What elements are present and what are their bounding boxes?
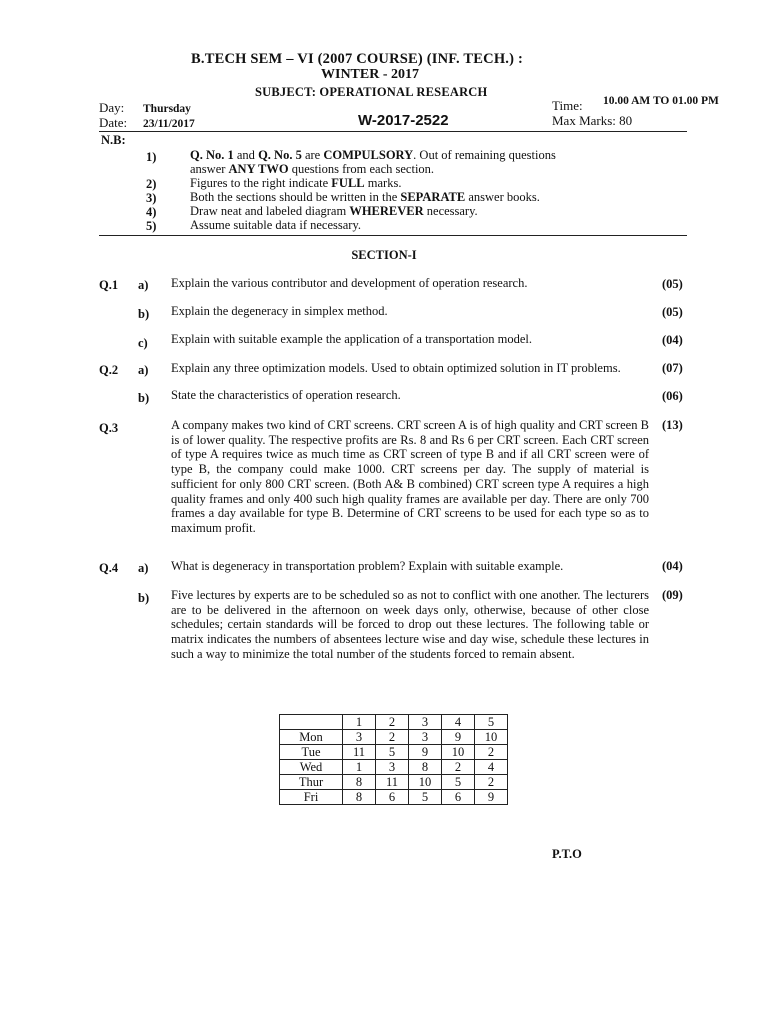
table-header-cell: 2 bbox=[376, 715, 409, 730]
table-cell: 9 bbox=[409, 745, 442, 760]
table-cell: 2 bbox=[442, 760, 475, 775]
exam-subject: SUBJECT: OPERATIONAL RESEARCH bbox=[255, 85, 488, 99]
section-title: SECTION-I bbox=[351, 248, 417, 262]
question-number: Q.2 bbox=[99, 363, 119, 377]
question-text: A company makes two kind of CRT screens. CRT screen A is of high quality and CRT screen B is of lower quality. The respective profits are Rs. 8 and Rs 6 per CRT screen. Each CRT screen of type A requires twice as much time as CRT screen of type B and if all CRT screen were of type B, the company could make 1000. CRT screens per day. The supply of material is sufficient for only 800 CRT screen. (Both A& B combined) CRT screen type A requires a high quality frames and only 400 such high quality frames are available per day. There are only 700 frames a day available for type B. Determine of CRT screens to be used for each type so as to maximum profit. bbox=[171, 418, 649, 535]
table-cell: 8 bbox=[409, 760, 442, 775]
table-header-cell: 5 bbox=[475, 715, 508, 730]
day-value: Thursday bbox=[143, 103, 191, 115]
table-cell: 5 bbox=[376, 745, 409, 760]
nb-instruction-4: Draw neat and labeled diagram WHEREVER necessary. bbox=[190, 204, 478, 218]
question-number: Q.4 bbox=[99, 561, 119, 575]
question-marks: (13) bbox=[662, 418, 683, 432]
question-text: State the characteristics of operation research. bbox=[171, 388, 401, 402]
table-row-label: Thur bbox=[280, 775, 343, 790]
table-cell: 10 bbox=[475, 730, 508, 745]
question-marks: (05) bbox=[662, 305, 683, 319]
table-cell: 5 bbox=[442, 775, 475, 790]
table-cell: 5 bbox=[409, 790, 442, 805]
time-label: Time: bbox=[552, 98, 583, 113]
nb-label: N.B: bbox=[101, 133, 126, 147]
nb-instruction-5: Assume suitable data if necessary. bbox=[190, 218, 362, 232]
paper-code: W-2017-2522 bbox=[358, 112, 449, 129]
table-cell: 10 bbox=[442, 745, 475, 760]
question-marks: (07) bbox=[662, 361, 683, 375]
table-row-label: Fri bbox=[280, 790, 343, 805]
question-marks: (09) bbox=[662, 588, 683, 602]
question-part-label: a) bbox=[138, 363, 149, 377]
question-number: Q.3 bbox=[99, 421, 119, 435]
question-text: Five lectures by experts are to be scheduled so as not to conflict with one another. The lecturers are to be delivered in the afternoon on week days only, otherwise, because of other close schedules; certain standards will be forced to drop out these lectures. The following table or matrix indicates the numbers of absentees lecture wise and day wise, schedule these lectures in such a way to minimize the total number of the students forced to remain absent. bbox=[171, 588, 649, 661]
question-part-label: a) bbox=[138, 278, 149, 292]
question-text: Explain with suitable example the application of a transportation model. bbox=[171, 332, 533, 346]
table-header-cell: 4 bbox=[442, 715, 475, 730]
table-cell: 10 bbox=[409, 775, 442, 790]
nb-divider bbox=[99, 235, 687, 236]
table-cell: 1 bbox=[343, 760, 376, 775]
nb-instruction-2: Figures to the right indicate FULL marks. bbox=[190, 176, 402, 190]
table-cell: 9 bbox=[442, 730, 475, 745]
table-cell: 8 bbox=[343, 790, 376, 805]
day-label: Day: bbox=[99, 100, 125, 115]
question-text: Explain any three optimization models. Used to obtain optimized solution in IT problems. bbox=[171, 361, 621, 375]
table-cell: 2 bbox=[475, 745, 508, 760]
date-value: 23/11/2017 bbox=[143, 118, 195, 130]
table-header-row bbox=[280, 715, 508, 730]
table-cell: 2 bbox=[376, 730, 409, 745]
nb-number: 2) bbox=[146, 177, 157, 191]
table-cell: 2 bbox=[475, 775, 508, 790]
question-marks: (06) bbox=[662, 389, 683, 403]
table-row bbox=[280, 775, 508, 790]
table-header-cell: 1 bbox=[343, 715, 376, 730]
question-part-label: b) bbox=[138, 307, 150, 321]
question-number: Q.1 bbox=[99, 278, 119, 292]
nb-instruction-3: Both the sections should be written in the SEPARATE answer books. bbox=[190, 190, 540, 204]
header-divider bbox=[99, 131, 687, 132]
table-cell: 11 bbox=[376, 775, 409, 790]
table-row-label: Wed bbox=[280, 760, 343, 775]
max-marks: Max Marks: 80 bbox=[552, 113, 633, 128]
table-cell: 4 bbox=[475, 760, 508, 775]
table-row-label: Tue bbox=[280, 745, 343, 760]
absentees-table bbox=[279, 714, 508, 805]
table-cell: 3 bbox=[343, 730, 376, 745]
question-text: Explain the degeneracy in simplex method. bbox=[171, 304, 388, 318]
time-value: 10.00 AM TO 01.00 PM bbox=[603, 95, 719, 107]
date-label: Date: bbox=[99, 115, 128, 130]
table-row-label: Mon bbox=[280, 730, 343, 745]
question-marks: (04) bbox=[662, 333, 683, 347]
table-row bbox=[280, 730, 508, 745]
nb-number: 3) bbox=[146, 191, 157, 205]
nb-number: 5) bbox=[146, 219, 157, 233]
nb-number: 1) bbox=[146, 150, 157, 164]
table-row bbox=[280, 760, 508, 775]
question-part-label: b) bbox=[138, 591, 150, 605]
table-cell: 9 bbox=[475, 790, 508, 805]
table-row bbox=[280, 745, 508, 760]
table-row bbox=[280, 790, 508, 805]
exam-season: WINTER - 2017 bbox=[321, 67, 420, 82]
page-turn-over: P.T.O bbox=[552, 847, 582, 861]
table-cell: 3 bbox=[409, 730, 442, 745]
table-cell: 6 bbox=[376, 790, 409, 805]
table-header-cell: 3 bbox=[409, 715, 442, 730]
question-part-label: a) bbox=[138, 561, 149, 575]
table-cell: 3 bbox=[376, 760, 409, 775]
question-part-label: c) bbox=[138, 336, 148, 350]
nb-number: 4) bbox=[146, 205, 157, 219]
table-cell: 11 bbox=[343, 745, 376, 760]
exam-course-title: B.TECH SEM – VI (2007 COURSE) (INF. TECH.) : bbox=[191, 51, 524, 67]
question-text: What is degeneracy in transportation problem? Explain with suitable example. bbox=[171, 559, 564, 573]
question-marks: (04) bbox=[662, 559, 683, 573]
table-cell: 8 bbox=[343, 775, 376, 790]
nb-instruction-1: Q. No. 1 and Q. No. 5 are COMPULSORY. Out of remaining questions answer ANY TWO questions from each section. bbox=[190, 148, 556, 176]
table-header-cell bbox=[280, 715, 343, 730]
question-part-label: b) bbox=[138, 391, 150, 405]
question-marks: (05) bbox=[662, 277, 683, 291]
table-cell: 6 bbox=[442, 790, 475, 805]
question-text: Explain the various contributor and development of operation research. bbox=[171, 276, 528, 290]
